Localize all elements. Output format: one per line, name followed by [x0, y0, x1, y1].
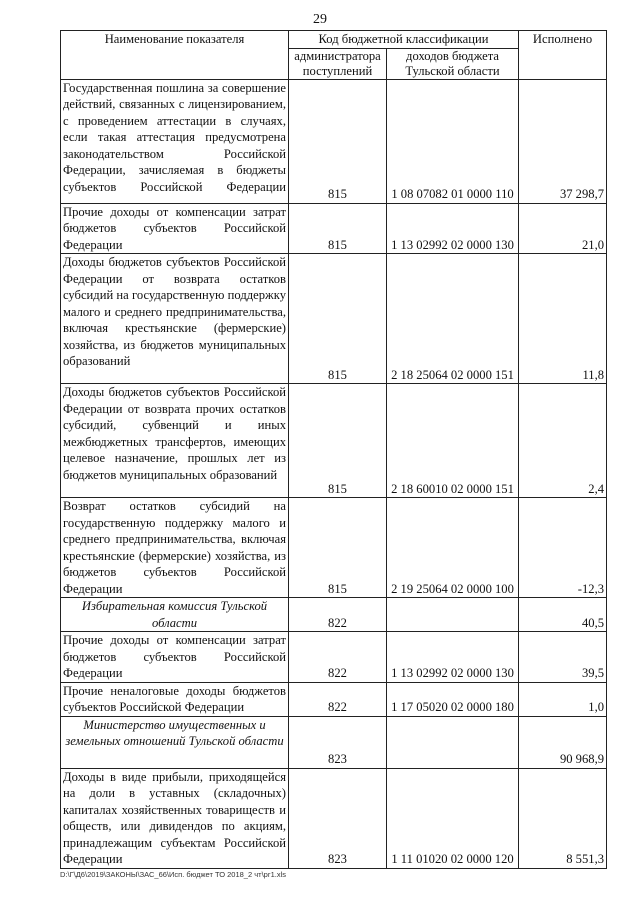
row-income-code: 1 13 02992 02 0000 130 — [387, 203, 519, 254]
row-name: Прочие неналоговые доходы бюджетов субъектов Российской Федерации — [61, 682, 289, 716]
row-name: Государственная пошлина за совершение действий, связанных с лицензированием, с проведением аттестации в случаях, если такая аттестация предусмотрена законодательством Российской Федерации, зачисляемая в бюджеты субъектов Российской Федерации — [61, 79, 289, 203]
row-admin-code: 815 — [289, 203, 387, 254]
table-row — [61, 254, 607, 384]
row-income-code: 2 19 25064 02 0000 100 — [387, 498, 519, 598]
table-header-row — [61, 31, 607, 49]
row-admin-code: 815 — [289, 384, 387, 498]
row-name: Возврат остатков субсидий на государственную поддержку малого и среднего предпринимательства, включая крестьянские (фермерские) хозяйства, из бюджетов субъектов Российской Федерации — [61, 498, 289, 598]
row-name: Доходы бюджетов субъектов Российской Федерации от возврата остатков субсидий на государственную поддержку малого и среднего предпринимательства, включая крестьянские (фермерские) хозяйства, из бюджетов муниципальных образований — [61, 254, 289, 384]
row-name: Избирательная комиссия Тульской области — [61, 598, 289, 632]
row-name: Прочие доходы от компенсации затрат бюджетов субъектов Российской Федерации — [61, 632, 289, 683]
page-number: 29 — [313, 12, 327, 27]
header-name: Наименование показателя — [61, 31, 289, 80]
header-amount: Исполнено — [519, 31, 607, 80]
row-amount: 39,5 — [519, 632, 607, 683]
row-amount: 21,0 — [519, 203, 607, 254]
row-admin-code: 815 — [289, 498, 387, 598]
row-amount: 8 551,3 — [519, 768, 607, 868]
table-row — [61, 498, 607, 598]
table-row — [61, 79, 607, 203]
row-admin-code: 815 — [289, 79, 387, 203]
row-income-code: 1 11 01020 02 0000 120 — [387, 768, 519, 868]
row-income-code: 1 08 07082 01 0000 110 — [387, 79, 519, 203]
row-amount: 37 298,7 — [519, 79, 607, 203]
row-income-code — [387, 716, 519, 768]
row-amount: -12,3 — [519, 498, 607, 598]
row-income-code: 1 13 02992 02 0000 130 — [387, 632, 519, 683]
header-code-group: Код бюджетной классификации — [289, 31, 519, 49]
row-name: Прочие доходы от компенсации затрат бюджетов субъектов Российской Федерации — [61, 203, 289, 254]
row-name: Доходы в виде прибыли, приходящейся на доли в уставных (складочных) капиталах хозяйственных товариществ и обществ, или дивидендов по акциям, принадлежащим субъектам Российской Федерации — [61, 768, 289, 868]
header-income: доходов бюджета Тульской области — [387, 48, 519, 79]
budget-table — [60, 30, 607, 869]
row-admin-code: 822 — [289, 682, 387, 716]
row-income-code: 2 18 25064 02 0000 151 — [387, 254, 519, 384]
row-admin-code: 822 — [289, 598, 387, 632]
row-amount: 2,4 — [519, 384, 607, 498]
table-row — [61, 682, 607, 716]
row-admin-code: 823 — [289, 768, 387, 868]
table-row — [61, 598, 607, 632]
table-row — [61, 716, 607, 768]
table-row — [61, 384, 607, 498]
table-row — [61, 203, 607, 254]
row-admin-code: 823 — [289, 716, 387, 768]
row-name: Министерство имущественных и земельных отношений Тульской области — [61, 716, 289, 768]
row-name: Доходы бюджетов субъектов Российской Федерации от возврата прочих остатков субсидий, субвенций и иных межбюджетных трансфертов, имеющих целевое назначение, прошлых лет из бюджетов муниципальных образований — [61, 384, 289, 498]
row-admin-code: 822 — [289, 632, 387, 683]
row-income-code — [387, 598, 519, 632]
row-income-code: 1 17 05020 02 0000 180 — [387, 682, 519, 716]
table-row — [61, 768, 607, 868]
row-amount: 1,0 — [519, 682, 607, 716]
table-row — [61, 632, 607, 683]
header-admin: администратора поступлений — [289, 48, 387, 79]
row-admin-code: 815 — [289, 254, 387, 384]
row-amount: 11,8 — [519, 254, 607, 384]
file-path-footer: D:\Г\Д6\2019\ЗАКОНЫ\ЗАС_66\Исп. бюджет ТО 2018_2 чт\рг1.xls — [60, 870, 286, 879]
row-amount: 90 968,9 — [519, 716, 607, 768]
row-amount: 40,5 — [519, 598, 607, 632]
row-income-code: 2 18 60010 02 0000 151 — [387, 384, 519, 498]
